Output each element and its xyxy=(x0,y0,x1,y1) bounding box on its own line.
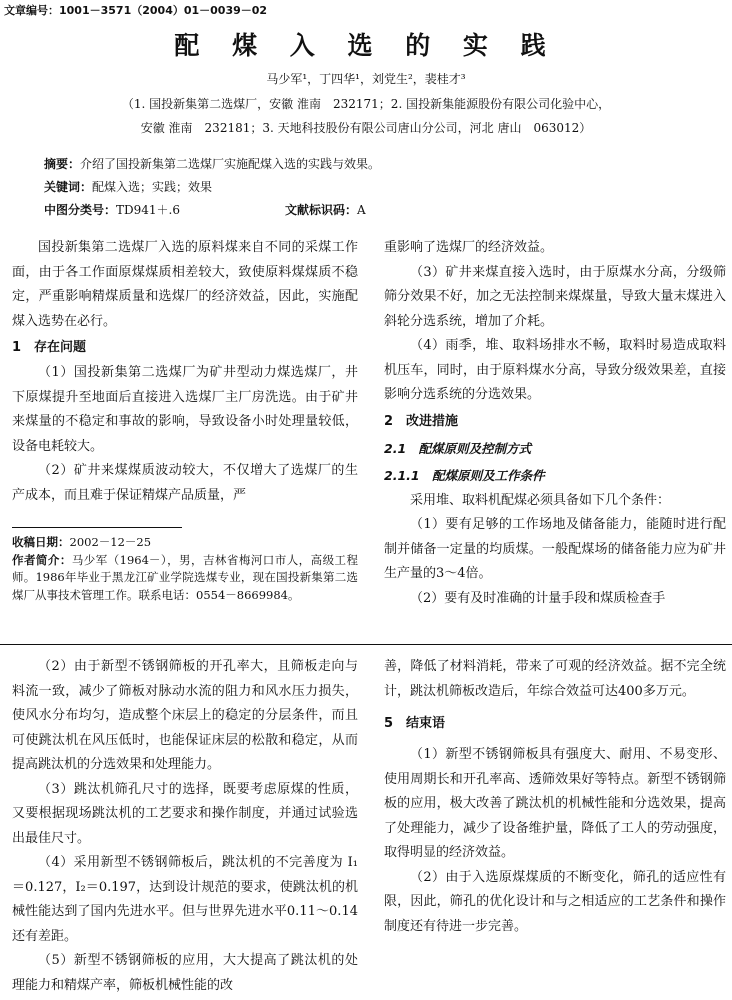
subsection-heading: 2.1.1 配煤原则及工作条件 xyxy=(384,467,545,483)
abstract xyxy=(44,155,380,172)
body-paragraph: （4）采用新型不锈钢筛板后，跳汰机的不完善度为 I₁＝0.127，I₂＝0.197，达到设计规范的要求，使跳汰机的机械性能达到了国内先进水平。但与世界先进水平0.11～0.14还有差距。 xyxy=(12,855,358,944)
affiliation-line-2: 安徽 淮南 232181；3. 天地科技股份有限公司唐山分公司，河北 唐山 063012） xyxy=(140,121,592,135)
doccode-label: 文献标识码： xyxy=(285,203,358,217)
body-paragraph: （4）雨季，堆、取料场排水不畅，取料时易造成取料机压车，同时，由于原料煤水分高，导致分级效果差，直接影响分选系统的分选效果。 xyxy=(384,338,726,402)
keywords-label: 关键词： xyxy=(44,180,93,194)
affiliation-line-1: （1. 国投新集第二选煤厂，安徽 淮南 232171；2. 国投新集能源股份有限公司化验中心， xyxy=(121,97,611,111)
section-heading: 1 存在问题 xyxy=(12,340,87,355)
body-paragraph: （1）新型不锈钢筛板具有强度大、耐用、不易变形、使用周期长和开孔率高、透筛效果好等特点。新型不锈钢筛板的应用，极大改善了跳汰机的机械性能和分选效果，提高了处理能力，减少了设备维护量，降低了工人的劳动强度，取得明显的经济效益。 xyxy=(384,747,726,860)
body-paragraph: 国投新集第二选煤厂入选的原料煤来自不同的采煤工作面，由于各工作面原煤煤质相差较大，致使原料煤煤质不稳定，严重影响精煤质量和选煤厂的经济效益，因此，实施配煤入选势在必行。 xyxy=(12,240,358,329)
abstract-text: 介绍了国投新集第二选煤厂实施配煤入选的实践与效果。 xyxy=(80,157,381,171)
body-paragraph: （1）要有足够的工作场地及储备能力，能随时进行配制并储备一定量的均质煤。一般配煤场的储备能力应为矿井生产量的3～4倍。 xyxy=(384,517,726,581)
abstract-label: 摘要： xyxy=(44,157,81,171)
received-label: 收稿日期： xyxy=(12,535,70,549)
bio-label: 作者简介： xyxy=(12,552,72,567)
clc-value: TD941＋.6 xyxy=(116,203,180,217)
section-heading: 5 结束语 xyxy=(384,716,446,731)
body-paragraph: 采用堆、取料机配煤必须具备如下几个条件： xyxy=(410,492,671,508)
clc-label: 中图分类号： xyxy=(44,203,117,217)
subsection-heading: 2.1 配煤原则及控制方式 xyxy=(384,440,532,456)
body-paragraph: （1）国投新集第二选煤厂为矿井型动力煤选煤厂，井下原煤提升至地面后直接进入选煤厂主厂房洗选。由于矿井来煤量的不稳定和事故的影响，导致设备小时处理量较低，设备电耗较大。 xyxy=(12,365,358,454)
body-paragraph: 重影响了选煤厂的经济效益。 xyxy=(384,240,554,255)
body-paragraph: （3）跳汰机筛孔尺寸的选择，既要考虑原煤的性质，又要根据现场跳汰机的工艺要求和操作制度，并通过试验选出最佳尺寸。 xyxy=(12,781,358,846)
received-date xyxy=(12,534,358,552)
page2-left-column xyxy=(12,655,358,998)
body-paragraph: 善，降低了材料消耗，带来了可观的经济效益。据不完全统计，跳汰机筛板改造后，年综合效益可达400多万元。 xyxy=(384,659,726,699)
article-title: 配 煤 入 选 的 实 践 xyxy=(174,31,558,60)
footnote-rule xyxy=(12,527,182,528)
bio-text: 马少军（1964－），男，吉林省梅河口市人，高级工程师。1986年毕业于黑龙江矿业学院选煤专业，现在国投新集第二选煤厂从事技术管理工作。联系电话：0554－8669984。 xyxy=(12,552,359,602)
body-paragraph: （5）新型不锈钢筛板的应用，大大提高了跳汰机的处理能力和精煤产率，筛板机械性能的改 xyxy=(12,953,358,993)
doccode-value: A xyxy=(357,203,366,217)
page1-right-column xyxy=(384,236,726,611)
body-paragraph: （2）矿井来煤煤质波动较大，不仅增大了选煤厂的生产成本，而且难于保证精煤产品质量，严 xyxy=(12,463,358,503)
received-value: 2002－12－25 xyxy=(69,535,152,549)
page-divider xyxy=(0,644,732,645)
classification-number xyxy=(44,201,180,218)
document-code xyxy=(285,201,366,218)
section-heading: 2 改进措施 xyxy=(384,413,459,429)
author-line: 马少军¹，丁四华¹，刘党生²，裴桂才³ xyxy=(266,72,466,86)
keywords-text: 配煤入选；实践；效果 xyxy=(92,180,213,194)
page2-right-column xyxy=(384,655,726,939)
article-number: 文章编号：1001－3571（2004）01－0039－02 xyxy=(4,4,268,17)
body-paragraph: （3）矿井来煤直接入选时，由于原煤水分高，分级筛筛分效果不好，加之无法控制来煤煤量，导致大量末煤进入斜轮分选系统，增加了介耗。 xyxy=(384,264,726,329)
body-paragraph: （2）由于新型不锈钢筛板的开孔率大，且筛板走向与料流一致，减少了筛板对脉动水流的阻力和风水压力损失，使风水分布均匀，造成整个床层上的稳定的分层条件，而且可使跳汰机在风压低时，也能保证床层的松散和稳定，从而提高跳汰机的分选效果和处理能力。 xyxy=(12,659,358,772)
footnote xyxy=(12,527,358,604)
keywords xyxy=(44,178,212,195)
body-paragraph: （2）由于入选原煤煤质的不断变化，筛孔的适应性有限，因此，筛孔的优化设计和与之相适应的工艺条件和操作制度还有待进一步完善。 xyxy=(384,869,726,934)
page1-left-column xyxy=(12,236,358,508)
author-bio xyxy=(12,552,358,605)
body-paragraph: （2）要有及时准确的计量手段和煤质检查手 xyxy=(410,590,666,606)
